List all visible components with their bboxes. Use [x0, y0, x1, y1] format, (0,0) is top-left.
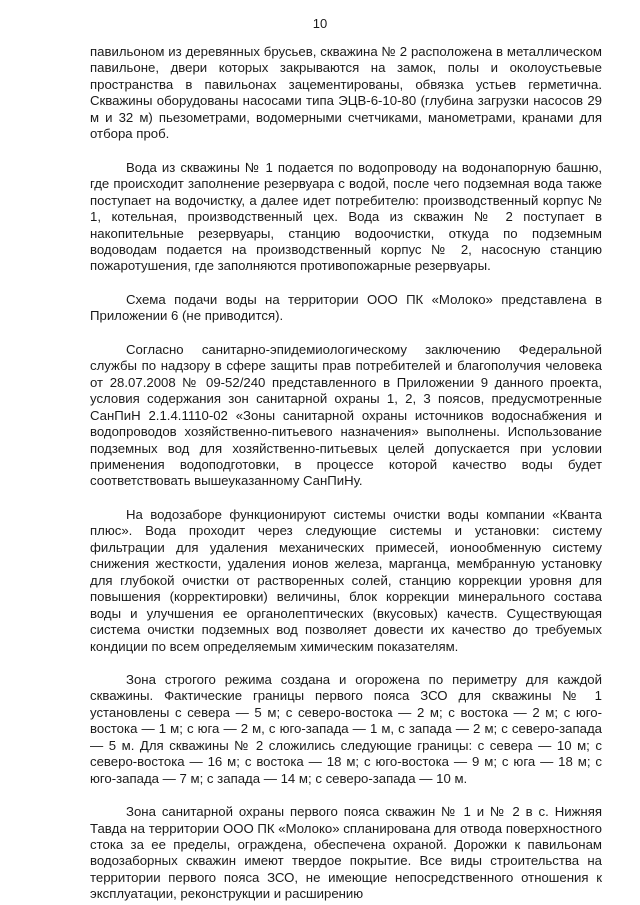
- paragraph: Зона санитарной охраны первого пояса скважин № 1 и № 2 в с. Нижняя Тавда на территории ООО ПК «Молоко» спланирована для отвода поверхностного стока за ее пределы, ограждена, обеспечена охраной. Дорожки к павильонам водозаборных скважин имеют твердое покрытие. Все виды строительства на территории первого пояса ЗСО, не имеющие непосредственного отношения к эксплуатации, реконструкции и расширению: [90, 804, 602, 902]
- paragraph: Зона строгого режима создана и огорожена по периметру для каждой скважины. Фактические границы первого пояса ЗСО для скважины № 1 установлены с севера — 5 м; с северо-востока — 2 м; с востока — 2 м; с юго-востока — 1 м; с юга — 2 м, с юго-запада — 1 м, с запада — 2 м; с северо-запада — 5 м. Для скважины № 2 сложились следующие границы: с севера — 10 м; с северо-востока — 16 м; с востока — 18 м; с юго-востока — 9 м; с юга — 18 м; с юго-запада — 7 м; с запада — 14 м; с северо-запада — 10 м.: [90, 671, 602, 786]
- paragraph: На водозаборе функционируют системы очистки воды компании «Кванта плюс». Вода проходит через следующие системы и установки: систему фильтрации для удаления механических примесей, ионообменную систему снижения жесткости, удаления ионов железа, марганца, мембранную установку для глубокой очистки от растворенных солей, станцию коррекции уровня для повышения (корректировки) величины, блок коррекции минерального состава воды и улучшения ее органолептических (вкусовых) качеств. Существующая система очистки подземных вод позволяет довести их качество до требуемых кондиции по всем определяемым химическим показателям.: [90, 506, 602, 654]
- paragraph: Схема подачи воды на территории ООО ПК «Молоко» представлена в Приложении 6 (не приводится).: [90, 291, 602, 324]
- page-number: 10: [312, 16, 328, 31]
- paragraph: Вода из скважины № 1 подается по водопроводу на водонапорную башню, где происходит заполнение резервуара с водой, после чего подземная вода также поступает на водочистку, а далее идет потребителю: производственный корпус № 1, котельная, производственный цех. Вода из скважин № 2 поступает в накопительные резервуары, станцию водоочистки, откуда по подземным водоводам подается на производственный корпус № 2, насосную станцию пожаротушения, где заполняются противопожарные резервуары.: [90, 159, 602, 274]
- paragraph: Согласно санитарно-эпидемиологическому заключению Федеральной службы по надзору в сфере защиты прав потребителей и благополучия человека от 28.07.2008 № 09-52/240 представленного в Приложении 9 данного проекта, условия содержания зон санитарной охраны 1, 2, 3 поясов, предусмотренные СанПиН 2.1.4.1110-02 «Зоны санитарной охраны источников водоснабжения и водопроводов хозяйственно-питьевого назначения» выполнены. Использование подземных вод для хозяйственно-питьевых целей допускается при условии применения водоподготовки, в процессе которой качество воды будет соответствовать вышеуказанному СанПиНу.: [90, 341, 602, 489]
- document-body: [90, 44, 602, 903]
- paragraph: павильоном из деревянных брусьев, скважина № 2 расположена в металлическом павильоне, двери которых закрываются на замок, полы и околоустьевые пространства в павильонах зацементированы, обвязка устьев герметична. Скважины оборудованы насосами типа ЭЦВ-6-10-80 (глубина загрузки насосов 29 м и 32 м) пьезометрами, водомерными счетчиками, манометрами, кранами для отбора проб.: [90, 44, 602, 142]
